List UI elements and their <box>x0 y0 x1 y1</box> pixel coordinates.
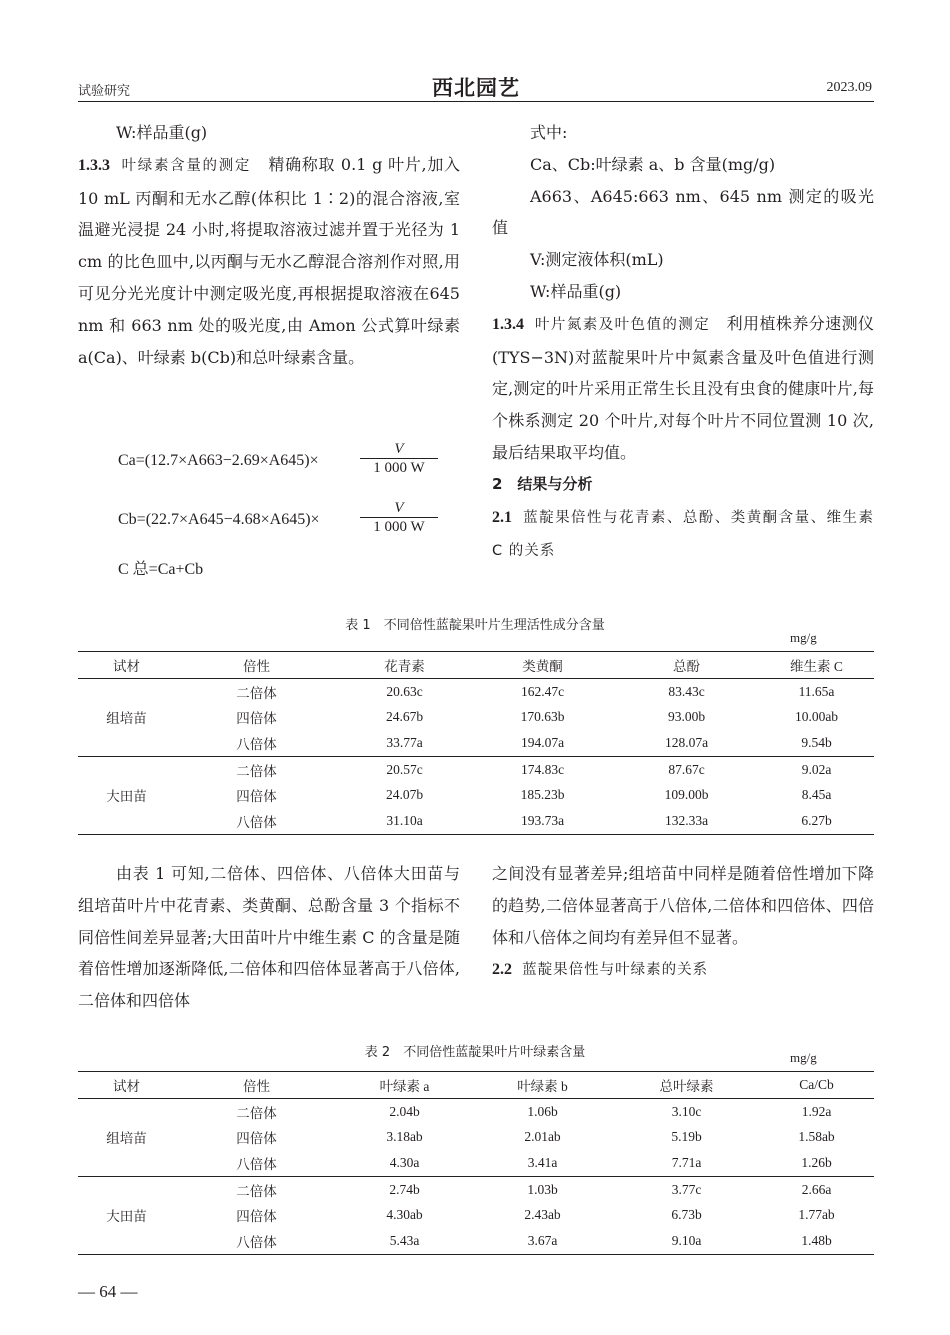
formula-c-total: C 总=Ca+Cb <box>118 561 204 578</box>
section-label: 2.1 <box>492 508 512 526</box>
header-rule <box>78 101 874 102</box>
table-cell: 八倍体 <box>175 730 338 756</box>
table-row <box>78 1202 874 1228</box>
table-2 <box>78 1071 874 1255</box>
def-volume: V:测定液体积(mL) <box>530 250 664 270</box>
col-header: 倍性 <box>175 1072 338 1099</box>
table-cell: 3.18ab <box>386 1129 423 1145</box>
section-2-heading: 2 结果与分析 <box>492 474 593 493</box>
table-cell: 二倍体 <box>236 1105 277 1121</box>
group-name: 组培苗 <box>78 1098 175 1176</box>
results-paragraph-left <box>78 858 460 1017</box>
def-absorbance: A663、A645:663 nm、645 nm 测定的吸光值 <box>492 186 874 238</box>
table-cell: 5.43a <box>338 1228 471 1254</box>
results-paragraph-right <box>492 858 874 987</box>
table-cell: 128.07a <box>614 730 759 756</box>
col-header: 类黄酮 <box>471 652 614 679</box>
section-1-3-3 <box>78 149 460 374</box>
paragraph-text: 之间没有显著差异;组培苗中同样是随着倍性增加下降的趋势,二倍体显著高于八倍体,二倍体和四倍体、四倍体和八倍体之间均有差异但不显著。 <box>492 864 874 947</box>
paragraph-text: 由表 1 可知,二倍体、四倍体、八倍体大田苗与组培苗叶片中花青素、类黄酮、总酚含量 3 个指标不同倍性间差异显著;大田苗叶片中维生素 C 的含量是随着倍性增加逐渐降低,二倍体和四倍体显著高于八倍体,二倍体和四倍体 <box>78 864 460 1011</box>
table-row <box>78 1176 874 1202</box>
journal-logo: 西北园艺 <box>432 75 520 100</box>
where-label: 式中: <box>530 123 568 142</box>
fraction-denominator: 1 000 W <box>360 517 438 536</box>
table-cell: 3.67a <box>471 1228 614 1254</box>
table-cell: 6.73b <box>671 1207 702 1223</box>
table-cell: 二倍体 <box>236 685 277 701</box>
table-cell: 5.19b <box>671 1129 702 1145</box>
table-row <box>78 1228 874 1254</box>
table-cell: 174.83c <box>520 761 565 777</box>
table-row <box>78 808 874 834</box>
def-ca-cb: Ca、Cb:叶绿素 a、b 含量(mg/g) <box>530 154 776 174</box>
table-cell: 33.77a <box>338 730 471 756</box>
table-row <box>78 756 874 782</box>
issue-date: 2023.09 <box>826 80 872 95</box>
table-cell: 8.45a <box>801 787 832 803</box>
table-cell: 83.43c <box>668 683 705 699</box>
table-cell: 2.74b <box>389 1181 420 1197</box>
group-name: 组培苗 <box>78 678 175 756</box>
section-title: 叶绿素含量的测定 <box>121 157 252 174</box>
fraction-numerator: V <box>394 500 404 516</box>
formula-ca-fraction <box>360 441 438 477</box>
col-header: 总叶绿素 <box>614 1072 759 1099</box>
running-header-section: 试验研究 <box>78 84 131 99</box>
section-title: 叶片氮素及叶色值的测定 <box>535 316 711 333</box>
table-cell: 八倍体 <box>175 808 338 834</box>
table-cell: 20.63c <box>386 683 423 699</box>
formula-ca: Ca=(12.7×A663−2.69×A645)× <box>118 452 319 469</box>
table-cell: 2.43ab <box>524 1207 561 1223</box>
table-row <box>78 678 874 704</box>
table-cell: 1.92a <box>801 1103 832 1119</box>
right-column <box>492 117 874 568</box>
table-cell: 185.23b <box>520 787 565 803</box>
col-header: 叶绿素 b <box>471 1072 614 1099</box>
def-weight: W:样品重(g) <box>530 281 622 301</box>
table-cell: 162.47c <box>520 683 565 699</box>
section-label: 1.3.3 <box>78 156 110 174</box>
section-2-2 <box>492 953 874 987</box>
table-cell: 2.01ab <box>524 1129 561 1145</box>
table-cell: 132.33a <box>614 808 759 834</box>
col-header: Ca/Cb <box>759 1072 874 1099</box>
table-cell: 93.00b <box>667 709 706 725</box>
page-number: — 64 — <box>78 1282 138 1301</box>
table-row <box>78 1124 874 1150</box>
section-label: 2.2 <box>492 961 512 979</box>
table-cell: 109.00b <box>664 787 709 803</box>
table-row <box>78 782 874 808</box>
table-cell: 四倍体 <box>236 711 277 727</box>
table-cell: 1.58ab <box>798 1129 835 1145</box>
table-cell: 193.73a <box>471 808 614 834</box>
table-cell: 9.10a <box>614 1228 759 1254</box>
table-row <box>78 1150 874 1176</box>
table-1-unit: mg/g <box>790 630 817 645</box>
table-cell: 1.48b <box>759 1228 874 1254</box>
col-header: 花青素 <box>338 652 471 679</box>
table-cell: 2.04b <box>389 1103 420 1119</box>
table-1 <box>78 651 874 835</box>
table-cell: 194.07a <box>471 730 614 756</box>
table-cell: 4.30ab <box>386 1207 423 1223</box>
group-name: 大田苗 <box>78 1176 175 1254</box>
formula-cb-fraction <box>360 500 438 536</box>
table-cell: 170.63b <box>520 709 565 725</box>
table-row <box>78 704 874 730</box>
table-cell: 八倍体 <box>175 1150 338 1176</box>
table-cell: 1.77ab <box>798 1207 835 1223</box>
table-1-caption: 表 1 不同倍性蓝靛果叶片生理活性成分含量 <box>345 618 605 633</box>
w-definition: W:样品重(g) <box>116 123 208 142</box>
table-cell: 10.00ab <box>794 709 839 725</box>
table-cell: 6.27b <box>759 808 874 834</box>
table-cell: 3.77c <box>671 1181 702 1197</box>
table-cell: 3.10c <box>671 1103 702 1119</box>
table-row <box>78 730 874 756</box>
col-header: 试材 <box>78 1072 175 1099</box>
formula-cb: Cb=(22.7×A645−4.68×A645)× <box>118 511 320 528</box>
section-1-3-4 <box>492 308 874 469</box>
col-header: 叶绿素 a <box>338 1072 471 1099</box>
table-cell: 4.30a <box>338 1150 471 1176</box>
table-cell: 四倍体 <box>236 789 277 805</box>
table-cell: 87.67c <box>668 761 705 777</box>
table-cell: 9.54b <box>759 730 874 756</box>
table-2-unit: mg/g <box>790 1050 817 1065</box>
section-body: 利用植株养分速测仪(TYS−3N)对蓝靛果叶片中氮素含量及叶色值进行测定,测定的叶片采用正常生长且没有虫食的健康叶片,每个株系测定 20 个叶片,对每个叶片不同位置测 10 次,最后结果取平均值。 <box>492 313 874 462</box>
table-cell: 11.65a <box>798 683 835 699</box>
section-title: 蓝靛果倍性与叶绿素的关系 <box>522 962 709 979</box>
left-column <box>78 117 460 373</box>
table-cell: 1.26b <box>759 1150 874 1176</box>
table-cell: 24.67b <box>385 709 424 725</box>
table-cell: 八倍体 <box>175 1228 338 1254</box>
fraction-denominator: 1 000 W <box>360 458 438 477</box>
col-header: 总酚 <box>614 652 759 679</box>
col-header: 试材 <box>78 652 175 679</box>
group-name: 大田苗 <box>78 756 175 834</box>
section-label: 1.3.4 <box>492 315 524 333</box>
table-header-row <box>78 652 874 679</box>
table-cell: 31.10a <box>338 808 471 834</box>
col-header: 倍性 <box>175 652 338 679</box>
table-cell: 1.03b <box>527 1181 558 1197</box>
table-cell: 2.66a <box>801 1181 832 1197</box>
section-title: 蓝靛果倍性与花青素、总酚、类黄酮含量、维生素 C 的关系 <box>492 509 875 560</box>
table-cell: 9.02a <box>801 761 832 777</box>
table-cell: 7.71a <box>614 1150 759 1176</box>
table-cell: 3.41a <box>471 1150 614 1176</box>
table-cell: 20.57c <box>386 761 423 777</box>
fraction-numerator: V <box>394 441 404 457</box>
section-body: 精确称取 0.1 g 叶片,加入 10 mL 丙酮和无水乙醇(体积比 1∶2)的混合溶液,室温避光浸提 24 小时,将提取溶液过滤并置于光径为 1 cm 的比色皿中,以丙酮与无水乙醇混合溶剂作对照,用可见分光光度计中测定吸光度,再根据提取溶液在645 nm 和 663 nm 处的吸光度,由 Amon 公式算叶绿素 a(Ca)、叶绿素 b(Cb)和总叶绿素含量。 <box>78 154 461 367</box>
table-cell: 二倍体 <box>236 1183 277 1199</box>
table-cell: 1.06b <box>527 1103 558 1119</box>
table-row <box>78 1098 874 1124</box>
table-cell: 24.07b <box>385 787 424 803</box>
table-header-row <box>78 1072 874 1099</box>
section-2-1 <box>492 501 874 569</box>
table-cell: 四倍体 <box>236 1131 277 1147</box>
col-header: 维生素 C <box>759 652 874 679</box>
table-cell: 二倍体 <box>236 763 277 779</box>
table-2-caption: 表 2 不同倍性蓝靛果叶片叶绿素含量 <box>364 1045 586 1060</box>
table-cell: 四倍体 <box>236 1209 277 1225</box>
